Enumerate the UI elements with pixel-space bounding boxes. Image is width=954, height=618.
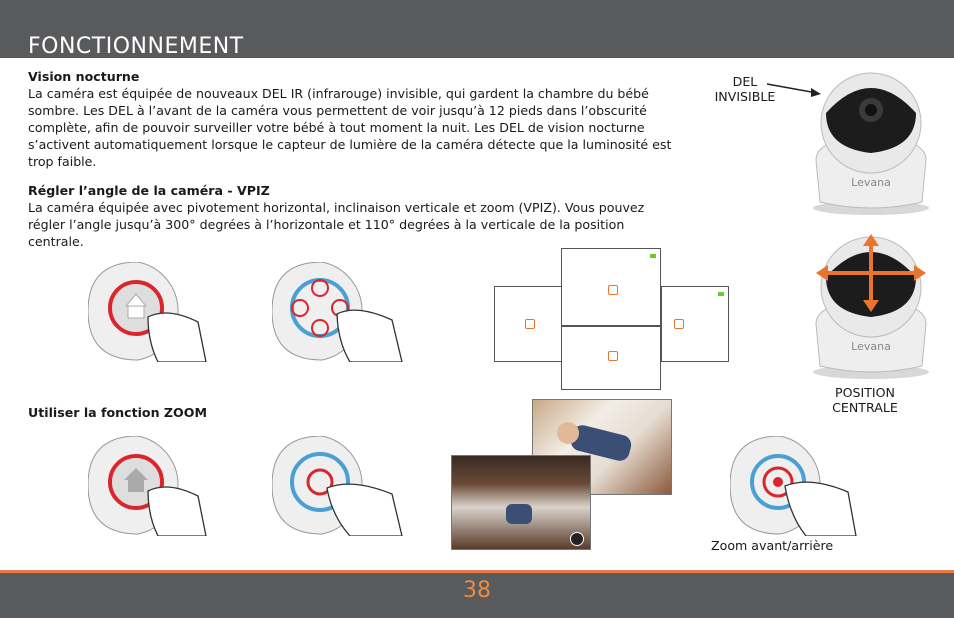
page-header xyxy=(0,0,954,58)
remote-home-press-illustration xyxy=(88,436,208,536)
night-vision-heading: Vision nocturne xyxy=(28,69,140,84)
remote-zoom-press-illustration xyxy=(730,436,860,536)
screen-top xyxy=(561,248,661,326)
screen-bottom xyxy=(561,326,661,390)
remote-dpad-press-illustration xyxy=(88,262,208,362)
page-number: 38 xyxy=(463,578,491,603)
camera-brand-text-2: Levana xyxy=(851,340,891,353)
del-label-line2: INVISIBLE xyxy=(714,89,776,104)
angle-heading: Régler l’angle de la caméra - VPIZ xyxy=(28,183,270,198)
camera-position-illustration xyxy=(806,232,936,382)
position-label-line1: POSITION xyxy=(835,385,895,400)
zoom-caption: Zoom avant/arrière xyxy=(711,538,834,553)
remote-center-press-illustration xyxy=(272,436,407,536)
remote-direction-press-illustration xyxy=(272,262,407,362)
page-title: FONCTIONNEMENT xyxy=(28,34,244,59)
screen-right xyxy=(661,286,729,362)
camera-brand-text: Levana xyxy=(851,176,891,189)
camera-night-vision-illustration xyxy=(806,68,936,218)
night-vision-body: La caméra est équipée de nouveaux DEL IR (infrarouge) invisible, qui gardent la chambre du bébé sombre. Les DEL à l’avant de la caméra vous permettent de voir jusqu’à 12 pieds dans l’obscurité complète, afin de pouvoir surveiller votre bébé à tout moment la nuit. Les DEL de vision nocturne s’activent automatiquement lorsque le capteur de lumière de la caméra détecte que la luminosité est trop faible. xyxy=(28,86,672,169)
position-centrale-label xyxy=(815,385,915,415)
wide-crib-photo xyxy=(451,455,591,550)
zoom-heading: Utiliser la fonction ZOOM xyxy=(28,405,208,420)
position-label-line2: CENTRALE xyxy=(832,400,898,415)
angle-body: La caméra équipée avec pivotement horizontal, inclinaison verticale et zoom (VPIZ). Vous pouvez régler l’angle jusqu’à 300° degrées à l’horizontale et 110° degrées à la verticale de la position centrale. xyxy=(28,200,645,249)
angle-section xyxy=(28,182,678,250)
del-label-line1: DEL xyxy=(732,74,758,89)
screen-left xyxy=(494,286,562,362)
night-vision-section xyxy=(28,68,698,170)
